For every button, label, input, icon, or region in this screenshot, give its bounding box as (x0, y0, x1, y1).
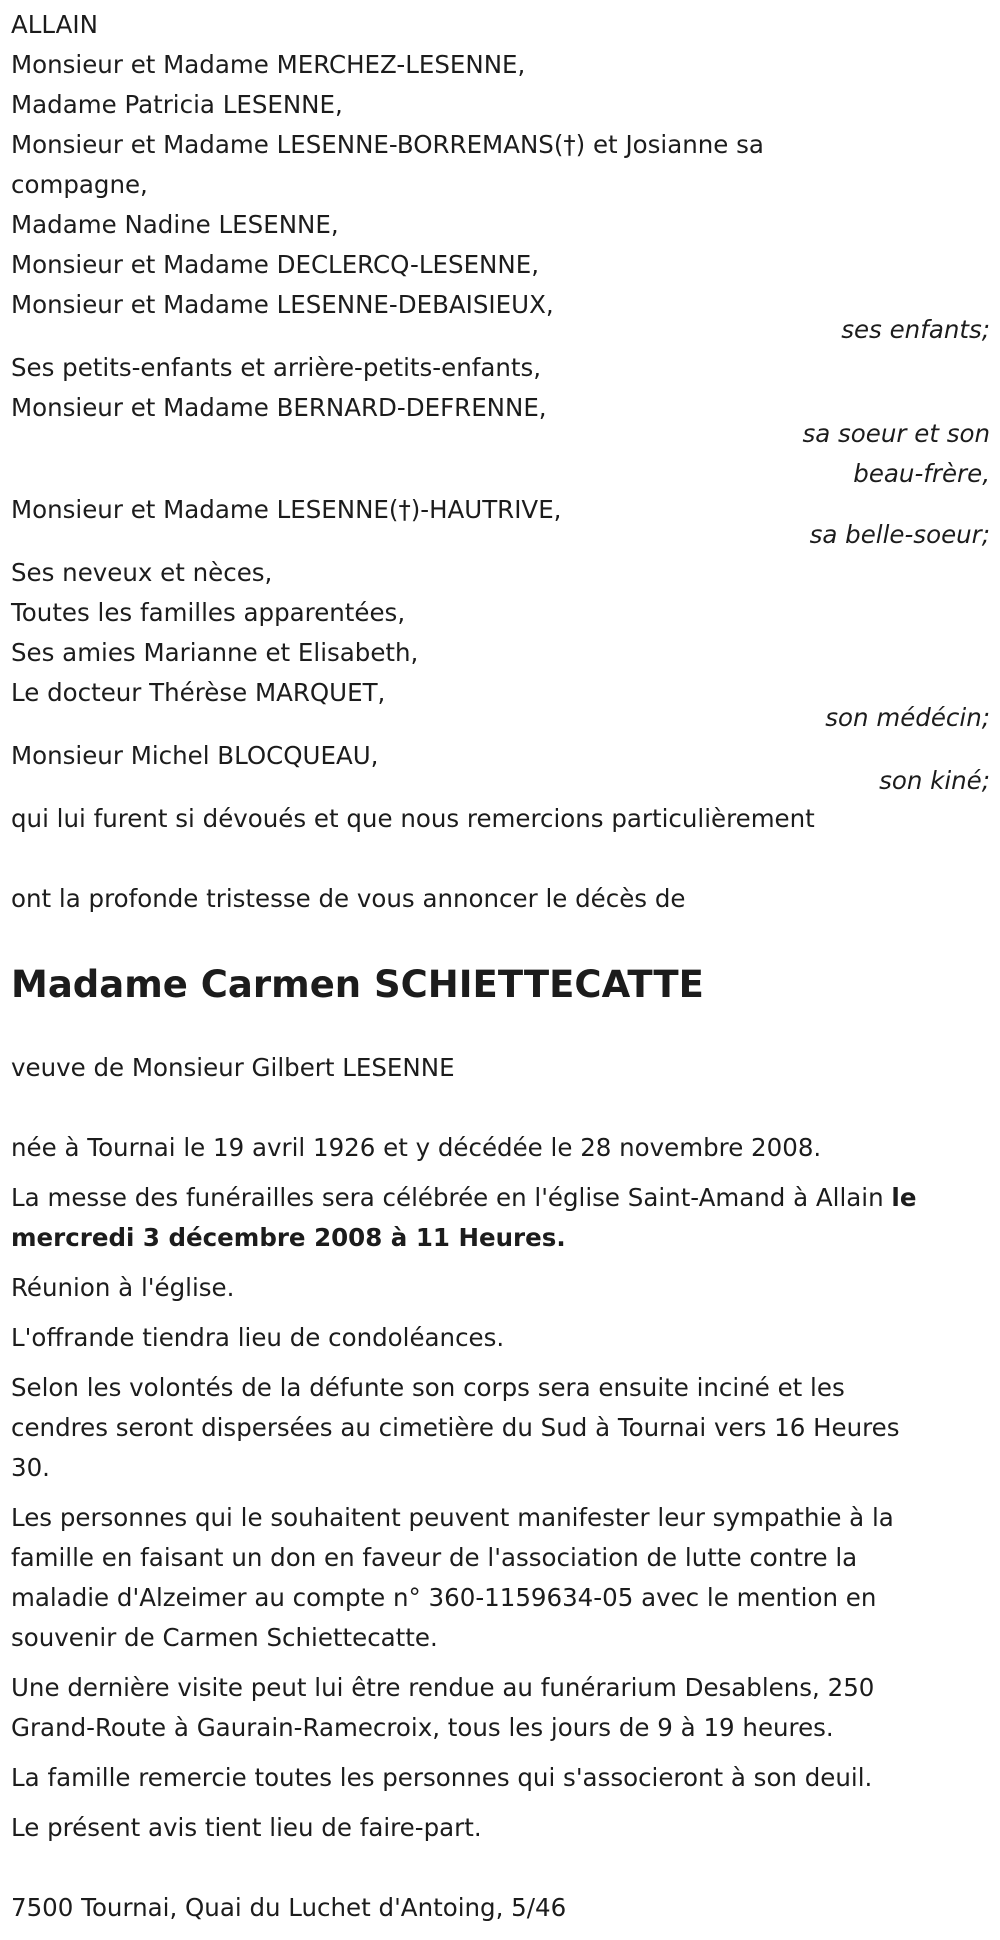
funeral-mass-date-text: mercredi 3 décembre 2008 à 11 Heures. (11, 1223, 566, 1252)
relationship-qualifier: sa belle-soeur; (809, 520, 990, 549)
family-line: Monsieur et Madame LESENNE-BORREMANS(†) et Josianne sa (11, 130, 764, 159)
visit-line: Une dernière visite peut lui être rendue au funérarium Desablens, 250 (11, 1673, 875, 1702)
funeral-mass-date-lead: le (891, 1183, 917, 1212)
family-line: Monsieur et Madame LESENNE(†)-HAUTRIVE, (11, 495, 562, 524)
birth-death-text: née à Tournai le 19 avril 1926 et y décédée le 28 novembre 2008. (11, 1133, 822, 1162)
donation-line: famille en faisant un don en faveur de l'association de lutte contre la (11, 1543, 858, 1572)
family-line: Monsieur et Madame MERCHEZ-LESENNE, (11, 50, 526, 79)
donation-line: Les personnes qui le souhaitent peuvent manifester leur sympathie à la (11, 1503, 894, 1532)
announcement-text: ont la profonde tristesse de vous annoncer le décès de (11, 884, 686, 913)
relationship-qualifier: ses enfants; (841, 315, 990, 344)
family-line: Madame Patricia LESENNE, (11, 90, 343, 119)
family-line: Ses petits-enfants et arrière-petits-enfants, (11, 353, 542, 382)
family-line: Le docteur Thérèse MARQUET, (11, 678, 386, 707)
family-line: Ses amies Marianne et Elisabeth, (11, 638, 419, 667)
deceased-name: Madame Carmen SCHIETTECATTE (11, 963, 704, 1006)
funeral-mass-text (11, 1178, 990, 1218)
visit-line: Grand-Route à Gaurain-Ramecroix, tous les jours de 9 à 19 heures. (11, 1713, 834, 1742)
offrande-text: L'offrande tiendra lieu de condoléances. (11, 1323, 505, 1352)
donation-line: maladie d'Alzeimer au compte n° 360-1159634-05 avec le mention en (11, 1583, 877, 1612)
donation-line: souvenir de Carmen Schiettecatte. (11, 1623, 438, 1652)
family-line: Monsieur et Madame DECLERCQ-LESENNE, (11, 250, 539, 279)
family-line: ALLAIN (11, 10, 98, 39)
volontes-line: 30. (11, 1453, 50, 1482)
funeral-mass-lead: La messe des funérailles sera célébrée en l'église Saint-Amand à Allain (11, 1183, 892, 1212)
family-line: qui lui furent si dévoués et que nous remercions particulièrement (11, 804, 815, 833)
relationship-qualifier: son médécin; (825, 703, 990, 732)
family-line: Ses neveux et nèces, (11, 558, 273, 587)
family-line: Monsieur et Madame BERNARD-DEFRENNE, (11, 393, 547, 422)
relationship-qualifier: son kiné; (879, 766, 990, 795)
family-line: Monsieur Michel BLOCQUEAU, (11, 741, 379, 770)
faire-part-text: Le présent avis tient lieu de faire-part. (11, 1813, 482, 1842)
reunion-text: Réunion à l'église. (11, 1273, 235, 1302)
family-line: Madame Nadine LESENNE, (11, 210, 339, 239)
volontes-line: cendres seront dispersées au cimetière du Sud à Tournai vers 16 Heures (11, 1413, 900, 1442)
relationship-qualifier: sa soeur et son (802, 419, 990, 448)
family-line: Toutes les familles apparentées, (11, 598, 406, 627)
family-line: compagne, (11, 170, 148, 199)
volontes-line: Selon les volontés de la défunte son corps sera ensuite inciné et les (11, 1373, 845, 1402)
thanks-text: La famille remercie toutes les personnes qui s'associeront à son deuil. (11, 1763, 873, 1792)
address-text: 7500 Tournai, Quai du Luchet d'Antoing, 5/46 (11, 1893, 567, 1922)
relationship-qualifier: beau-frère, (853, 459, 990, 488)
funeral-mass-date (11, 1218, 990, 1258)
family-line: Monsieur et Madame LESENNE-DEBAISIEUX, (11, 290, 554, 319)
widow-of-text: veuve de Monsieur Gilbert LESENNE (11, 1053, 455, 1082)
